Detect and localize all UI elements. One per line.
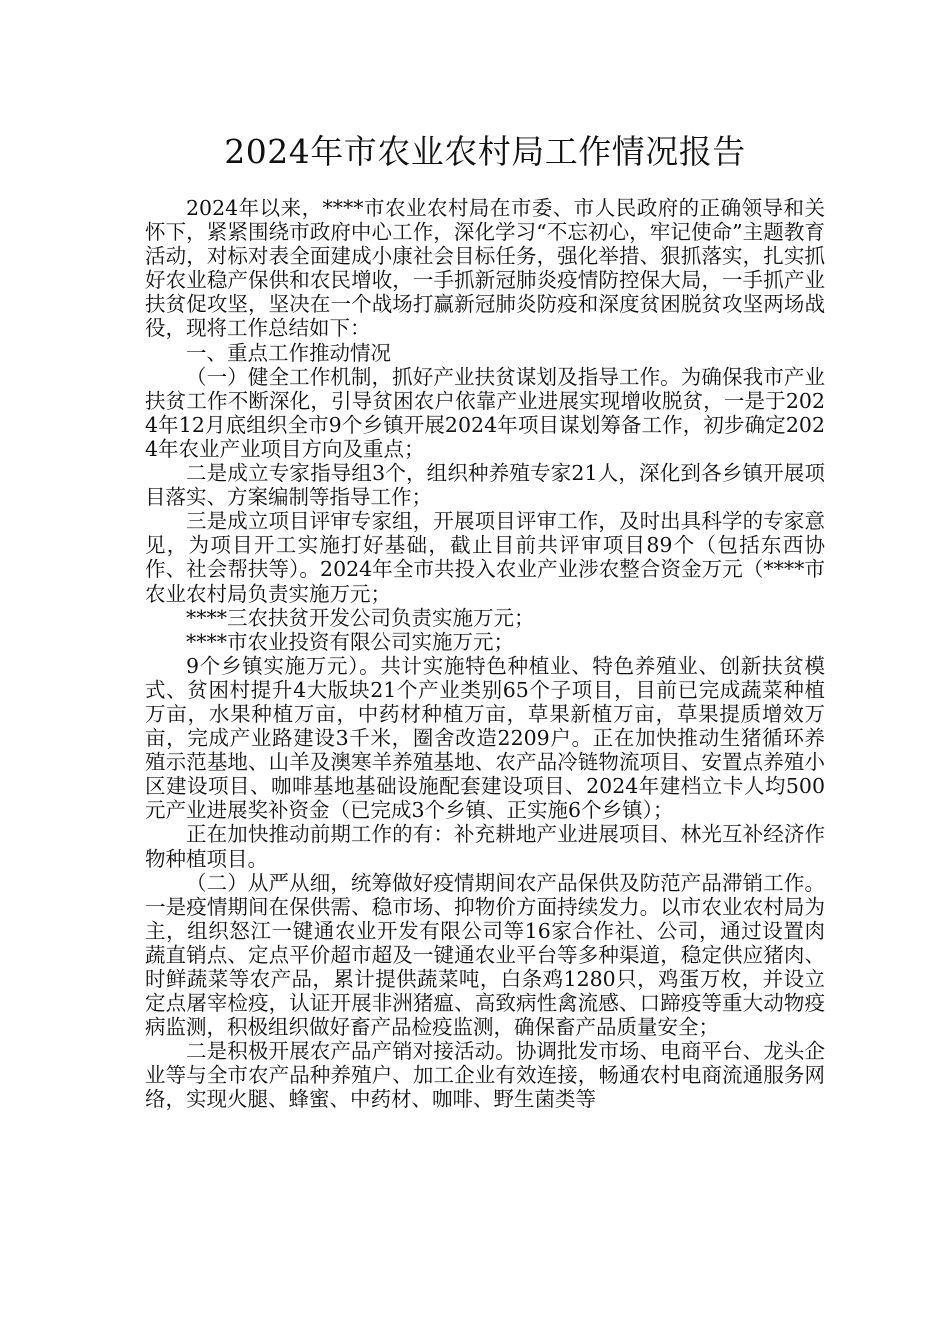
paragraph-1-7: 正在加快推动前期工作的有：补充耕地产业进展项目、林光互补经济作物种植项目。: [145, 822, 825, 871]
paragraph-2-2: 二是积极开展农产品产销对接活动。协调批发市场、电商平台、龙头企业等与全市农产品种养殖户、加工企业有效连接，畅通农村电商流通服务网络，实现火腿、蜂蜜、中药材、咖啡、野生菌类等: [145, 1039, 825, 1112]
paragraph-1-2: 二是成立专家指导组3个，组织种养殖专家21人，深化到各乡镇开展项目落实、方案编制等指导工作；: [145, 461, 825, 510]
paragraph-intro: 2024年以来，****市农业农村局在市委、市人民政府的正确领导和关怀下，紧紧围绕市政府中心工作，深化学习“不忘初心，牢记使命”主题教育活动，对标对表全面建成小康社会目标任务，强化举措、狠抓落实，扎实抓好农业稳产保供和农民增收，一手抓新冠肺炎疫情防控保大局，一手抓产业扶贫促攻坚，坚决在一个战场打赢新冠肺炎防疫和深度贫困脱贫攻坚两场战役，现将工作总结如下：: [145, 196, 825, 341]
paragraph-1-4: ****三农扶贫开发公司负责实施万元；: [186, 605, 535, 630]
paragraph-1-6: 9个乡镇实施万元）。共计实施特色种植业、特色养殖业、创新扶贫模式、贫困村提升4大版块21个产业类别65个子项目，目前已完成蔬菜种植万亩，水果种植万亩，中药材种植万亩，草果新植万亩，草果提质增效万亩，完成产业路建设3千米，圈舍改造2209户。正在加快推动生猪循环养殖示范基地、山羊及澳寒羊养殖基地、农产品冷链物流项目、安置点养殖小区建设项目、咖啡基地基础设施配套建设项目、2024年建档立卡人均500元产业进展奖补资金（已完成3个乡镇、正实施6个乡镇）；: [145, 653, 825, 823]
section-heading-1: 一、重点工作推动情况: [186, 340, 391, 365]
paragraph-1-3: 三是成立项目评审专家组，开展项目评审工作，及时出具科学的专家意见，为项目开工实施打好基础，截止目前共评审项目89个（包括东西协作、社会帮扶等）。2024年全市共投入农业产业涉农整合资金万元（****市农业农村局负责实施万元；: [145, 509, 825, 606]
paragraph-2-1: （二）从严从细，统筹做好疫情期间农产品保供及防范产品滞销工作。一是疫情期间在保供需、稳市场、抑物价方面持续发力。以市农业农村局为主，组织怒江一键通农业开发有限公司等16家合作社、公司，通过设置肉蔬直销点、定点平价超市超及一键通农业平台等多种渠道，稳定供应猪肉、时鲜蔬菜等农产品，累计提供蔬菜吨，白条鸡1280只，鸡蛋万枚，并设立定点屠宰检疫，认证开展非洲猪瘟、高致病性禽流感、口蹄疫等重大动物疫病监测，积极组织做好畜产品检疫监测，确保畜产品质量安全；: [145, 870, 825, 1040]
paragraph-1-5: ****市农业投资有限公司实施万元；: [186, 629, 514, 654]
document-body: [145, 196, 825, 1112]
paragraph-1-1: （一）健全工作机制，抓好产业扶贫谋划及指导工作。为确保我市产业扶贫工作不断深化，引导贫困农户依靠产业进展实现增收脱贫，一是于2024年12月底组织全市9个乡镇开展2024年项目谋划筹备工作，初步确定2024年农业产业项目方向及重点；: [145, 364, 825, 461]
document-page: [145, 128, 825, 1112]
document-title: 2024年市农业农村局工作情况报告: [224, 132, 746, 171]
